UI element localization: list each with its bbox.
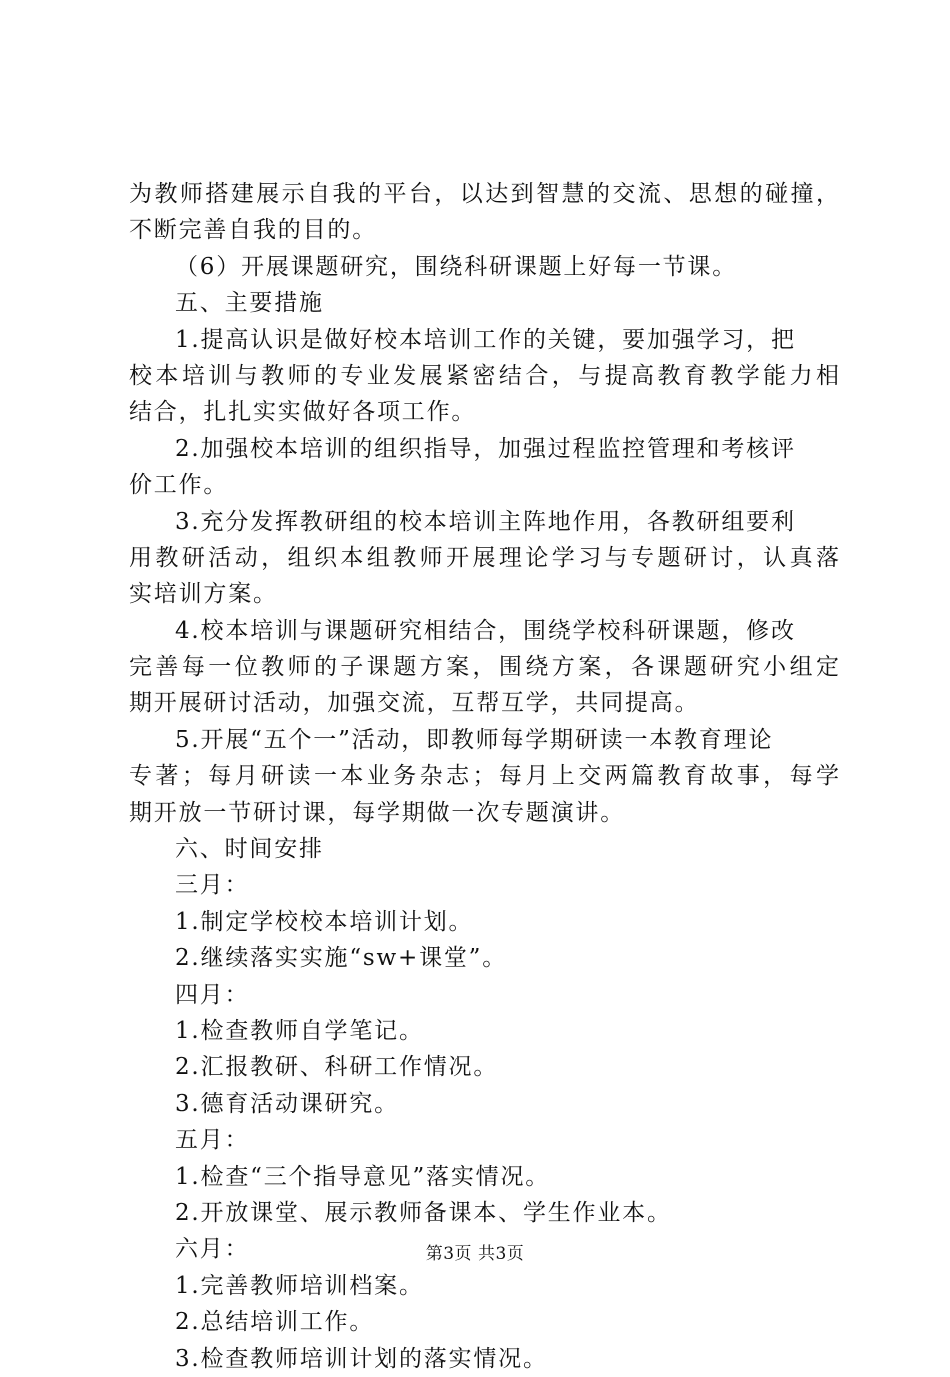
text-line: 5.开展“五个一”活动，即教师每学期研读一本教育理论 bbox=[175, 726, 774, 753]
text-line: 五、主要措施 bbox=[175, 290, 324, 317]
text-line: 3.德育活动课研究。 bbox=[175, 1090, 399, 1117]
text-line: 期开展研讨活动，加强交流，互帮互学，共同提高。 bbox=[129, 690, 700, 717]
text-line: 六月： bbox=[175, 1236, 250, 1263]
text-line: 不断完善自我的目的。 bbox=[129, 217, 377, 244]
text-line: 4.校本培训与课题研究相结合，围绕学校科研课题，修改 bbox=[175, 617, 796, 644]
text-line: 2.汇报教研、科研工作情况。 bbox=[175, 1054, 499, 1081]
text-line: 2.总结培训工作。 bbox=[175, 1309, 375, 1336]
text-line: 专著；每月研读一本业务杂志；每月上交两篇教育故事，每学 bbox=[129, 763, 839, 790]
text-line: 1.制定学校校本培训计划。 bbox=[175, 908, 474, 935]
text-line: 实培训方案。 bbox=[129, 581, 278, 608]
text-line: 1.完善教师培训档案。 bbox=[175, 1272, 424, 1299]
page-footer: 第3页 共3页 bbox=[425, 1244, 525, 1264]
text-line: 为教师搭建展示自我的平台，以达到智慧的交流、思想的碰撞， bbox=[129, 181, 839, 207]
text-line: 三月： bbox=[175, 872, 250, 899]
text-line: 2.继续落实实施“sw+课堂”。 bbox=[175, 945, 508, 972]
text-line: 六、时间安排 bbox=[175, 836, 324, 863]
text-line: 1.提高认识是做好校本培训工作的关键，要加强学习，把 bbox=[175, 326, 796, 353]
text-line: （6）开展课题研究，围绕科研课题上好每一节课。 bbox=[175, 253, 738, 280]
text-line: 校本培训与教师的专业发展紧密结合，与提高教育教学能力相 bbox=[129, 362, 839, 389]
text-line: 用教研活动，组织本组教师开展理论学习与专题研讨，认真落 bbox=[129, 544, 839, 571]
text-line: 2.开放课堂、展示教师备课本、学生作业本。 bbox=[175, 1199, 672, 1226]
text-line: 五月： bbox=[175, 1127, 250, 1154]
text-line: 3.检查教师培训计划的落实情况。 bbox=[175, 1345, 548, 1372]
text-line: 完善每一位教师的子课题方案，围绕方案，各课题研究小组定 bbox=[129, 654, 839, 681]
text-line: 结合，扎扎实实做好各项工作。 bbox=[129, 399, 477, 426]
text-line: 四月： bbox=[175, 981, 250, 1008]
text-line: 1.检查教师自学笔记。 bbox=[175, 1017, 424, 1044]
text-line: 1.检查“三个指导意见”落实情况。 bbox=[175, 1163, 551, 1190]
text-line: 3.充分发挥教研组的校本培训主阵地作用，各教研组要利 bbox=[175, 508, 796, 535]
text-line: 2.加强校本培训的组织指导，加强过程监控管理和考核评 bbox=[175, 435, 796, 462]
text-line: 期开放一节研讨课，每学期做一次专题演讲。 bbox=[129, 799, 625, 826]
document-body bbox=[129, 176, 839, 1377]
text-line: 价工作。 bbox=[129, 472, 229, 499]
